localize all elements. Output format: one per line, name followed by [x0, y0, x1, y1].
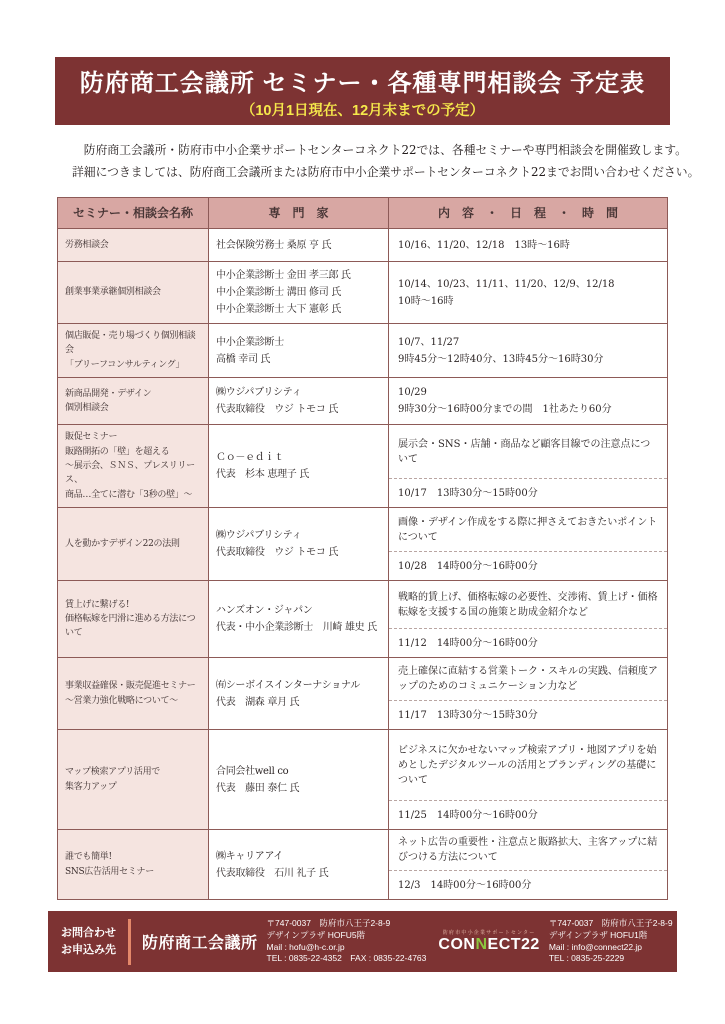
- expert-line: 代表・中小企業診断士 川崎 雄史 氏: [216, 622, 377, 634]
- seminar-name-line: 販促セミナー: [65, 432, 118, 443]
- content-description: 画像・デザイン作成をする際に押さえておきたいポイントについて: [389, 508, 667, 552]
- seminar-name-cell: [58, 262, 208, 323]
- seminar-name-line: 人を動かすデザイン22の法則: [65, 538, 180, 549]
- seminar-name-line: 賃上げに繋げる!: [65, 599, 130, 610]
- seminar-name-cell: [58, 378, 208, 424]
- table-rows: [58, 229, 667, 899]
- content-schedule-cell: [388, 229, 667, 261]
- intro-line-2: 詳細につきましては、防府商工会議所または防府市中小企業サポートセンターコネクト22までお問い合わせください。: [72, 165, 700, 180]
- org-address-line: 〒747-0037 防府市八王子2-8-9: [266, 918, 391, 929]
- seminar-name-line: 事業収益確保・販売促進セミナー: [65, 681, 196, 692]
- seminar-name-cell: [58, 229, 208, 261]
- schedule-time-line: 9時45分～12時40分、13時45分～16時30分: [398, 353, 604, 365]
- schedule-time: [389, 801, 667, 829]
- content-schedule-cell: [388, 658, 667, 729]
- schedule-time: [389, 629, 667, 657]
- connect22-address: [549, 918, 673, 965]
- connect22-wordmark: [438, 936, 539, 954]
- expert-line: 中小企業診断士: [216, 336, 284, 348]
- contact-footer: [48, 911, 677, 972]
- connect-address-line: TEL : 0835-25-2229: [548, 953, 625, 964]
- expert-line: 代表 藤田 泰仁 氏: [216, 782, 300, 794]
- content-schedule-cell: [388, 425, 667, 507]
- seminar-name-line: SNS広告活用セミナー: [65, 866, 154, 877]
- schedule-time-line: 10/29: [398, 387, 427, 399]
- expert-line: 中小企業診断士 金田 孝三郎 氏: [216, 270, 351, 281]
- content-description: ネット広告の重要性・注意点と販路拡大、主客アップに結びつける方法について: [389, 830, 667, 871]
- content-schedule-cell: [388, 324, 667, 377]
- connect22-wordmark-green-n: N: [475, 936, 488, 954]
- organization-address: [267, 918, 427, 965]
- seminar-name-cell: [58, 830, 208, 899]
- schedule-table: [57, 197, 668, 900]
- table-row: [58, 377, 667, 424]
- table-row: [58, 261, 667, 323]
- content-description: 戦略的賃上げ、価格転嫁の必要性、交渉術、賃上げ・価格転嫁を支援する国の施策と助成金紹介など: [389, 581, 667, 629]
- seminar-name-cell: [58, 508, 208, 580]
- org-address-line: Mail : hofu@h-c.or.jp: [266, 941, 345, 952]
- connect-address-line: デザインプラザ HOFU1階: [548, 929, 648, 940]
- table-row: [58, 323, 667, 377]
- schedule-time: [389, 479, 667, 507]
- content-description: ビジネスに欠かせないマップ検索アプリ・地図アプリを始めとしたデジタルツールの活用とブランディングの基礎について: [389, 730, 667, 801]
- expert-line: 高橋 幸司 氏: [216, 353, 271, 365]
- expert-cell: [208, 425, 388, 507]
- content-schedule-cell: [388, 581, 667, 657]
- seminar-name-line: ～展示会、ＳＮＳ、プレスリリース、: [65, 460, 195, 486]
- connect22-tagline: 防府市中小企業サポートセンター: [442, 930, 536, 937]
- seminar-name-line: 販路開拓の「壁」を超える: [65, 446, 170, 457]
- content-schedule-cell: [388, 730, 667, 829]
- header-content-schedule: 内 容 ・ 日 程 ・ 時 間: [388, 198, 667, 228]
- content-schedule-cell: [388, 262, 667, 323]
- expert-line: ㈲シーボイスインターナショナル: [216, 679, 360, 691]
- schedule-time-line: 11/17 13時30分～15時30分: [398, 709, 538, 721]
- contact-label-line-2: お申込み先: [61, 943, 116, 956]
- expert-line: 中小企業診断士 大下 憲彰 氏: [216, 304, 342, 315]
- seminar-name-line: マップ検索アプリ活用で: [65, 767, 160, 778]
- contact-label: [48, 925, 116, 958]
- expert-cell: [208, 581, 388, 657]
- expert-line: 合同会社well co: [216, 765, 289, 777]
- header-expert: 専 門 家: [208, 198, 388, 228]
- expert-cell: [208, 830, 388, 899]
- expert-line: 中小企業診断士 溝田 修司 氏: [216, 287, 342, 298]
- schedule-time-line: 11/12 14時00分～16時00分: [398, 637, 538, 649]
- seminar-name-cell: [58, 425, 208, 507]
- schedule-time: [389, 701, 667, 729]
- header-seminar-name: セミナー・相談会名称: [72, 206, 193, 220]
- expert-line: ㈱ウジパブリシティ: [216, 530, 302, 542]
- org-address-line: デザインプラザ HOFU5階: [266, 929, 366, 940]
- table-row: [58, 580, 667, 657]
- schedule-time-line: 9時30分～16時00分までの間 1社あたり60分: [398, 404, 612, 416]
- seminar-name-cell: [58, 324, 208, 377]
- expert-line: 代表 杉本 恵理子 氏: [216, 469, 310, 481]
- seminar-name-line: 誰でも簡単!: [65, 852, 112, 863]
- schedule-time-line: 10/16、11/20、12/18 13時～16時: [398, 239, 570, 251]
- content-schedule-cell: [388, 508, 667, 580]
- org-address-line: TEL : 0835-22-4352 FAX : 0835-22-4763: [266, 953, 427, 964]
- table-row: [58, 729, 667, 829]
- schedule-time-line: 10/7、11/27: [398, 336, 460, 348]
- schedule-time: [389, 552, 667, 580]
- schedule-time-line: 10/28 14時00分～16時00分: [398, 560, 538, 572]
- contact-label-line-1: お問合わせ: [61, 927, 116, 939]
- expert-cell: [208, 324, 388, 377]
- expert-line: ㈱ウジパブリシティ: [216, 387, 302, 399]
- table-row: [58, 829, 667, 899]
- connect22-logo: [438, 929, 539, 954]
- seminar-name-line: 新商品開発・デザイン: [65, 388, 152, 399]
- expert-line: 社会保険労務士 桑原 亨 氏: [216, 239, 332, 251]
- seminar-name-line: 商品…全てに潜む「3秒の壁」～: [65, 489, 193, 500]
- seminar-name-line: 「ブリーフコンサルティング」: [65, 359, 185, 370]
- expert-cell: [208, 508, 388, 580]
- content-description: 売上確保に直結する営業トーク・スキルの実践、信頼度アップのためのコミュニケーション力など: [389, 658, 667, 701]
- seminar-name-line: 価格転嫁を円滑に進める方法について: [65, 613, 196, 639]
- expert-line: 代表取締役 ウジ トモコ 氏: [216, 547, 339, 559]
- expert-line: 代表 湖森 章月 氏: [216, 696, 300, 708]
- table-header-row: [58, 198, 667, 229]
- expert-cell: [208, 378, 388, 424]
- schedule-time-line: 10時～16時: [398, 295, 454, 307]
- seminar-name-cell: [58, 730, 208, 829]
- seminar-name-line: 創業事業承継個別相談会: [65, 287, 161, 298]
- expert-cell: [208, 730, 388, 829]
- expert-line: ハンズオン・ジャパン: [216, 605, 313, 617]
- table-row: [58, 229, 667, 261]
- schedule-time: [389, 871, 667, 899]
- seminar-name-line: 個別相談会: [65, 403, 109, 414]
- seminar-name-line: 労務相談会: [65, 239, 109, 250]
- seminar-name-cell: [58, 581, 208, 657]
- page-title: 防府商工会議所 セミナー・各種専門相談会 予定表: [79, 70, 646, 97]
- connect22-wordmark-prefix: CON: [438, 936, 476, 954]
- connect-address-line: Mail : info@connect22.jp: [548, 941, 643, 952]
- schedule-time-line: 11/25 14時00分～16時00分: [398, 809, 538, 821]
- expert-line: ㈱キャリアアイ: [216, 850, 283, 862]
- content-schedule-cell: [388, 830, 667, 899]
- expert-cell: [208, 658, 388, 729]
- intro-paragraph: [72, 139, 700, 184]
- table-row: [58, 507, 667, 580]
- expert-line: 代表取締役 石川 礼子 氏: [216, 867, 329, 879]
- seminar-name-cell: [58, 658, 208, 729]
- schedule-time-line: 10/14、10/23、11/11、11/20、12/9、12/18: [398, 278, 615, 290]
- expert-cell: [208, 262, 388, 323]
- seminar-name-line: ～営業力強化戦略について～: [65, 695, 178, 706]
- expert-cell: [208, 229, 388, 261]
- expert-line: Ｃｏ－ｅｄｉｔ: [216, 452, 284, 464]
- content-schedule-cell: [388, 378, 667, 424]
- content-description: 展示会・SNS・店舗・商品など顧客目線での注意点について: [389, 425, 667, 479]
- table-row: [58, 424, 667, 507]
- title-banner: [55, 57, 670, 125]
- page-subtitle: （10月1日現在、12月末までの予定）: [240, 103, 485, 119]
- seminar-name-line: 個店販促・売り場づくり個別相談会: [65, 331, 196, 356]
- footer-divider: [128, 919, 131, 965]
- table-row: [58, 657, 667, 729]
- schedule-time-line: 12/3 14時00分～16時00分: [398, 879, 532, 891]
- organization-name: 防府商工会議所: [142, 935, 258, 952]
- connect-address-line: 〒747-0037 防府市八王子2-8-9: [548, 918, 673, 929]
- intro-line-1: 防府商工会議所・防府市中小企業サポートセンターコネクト22では、各種セミナーや専門相談会を開催致します。: [72, 143, 687, 157]
- seminar-name-line: 集客力アップ: [65, 781, 117, 792]
- connect22-wordmark-suffix: ECT22: [487, 936, 540, 954]
- schedule-time-line: 10/17 13時30分～15時00分: [398, 487, 538, 499]
- expert-line: 代表取締役 ウジ トモコ 氏: [216, 404, 339, 416]
